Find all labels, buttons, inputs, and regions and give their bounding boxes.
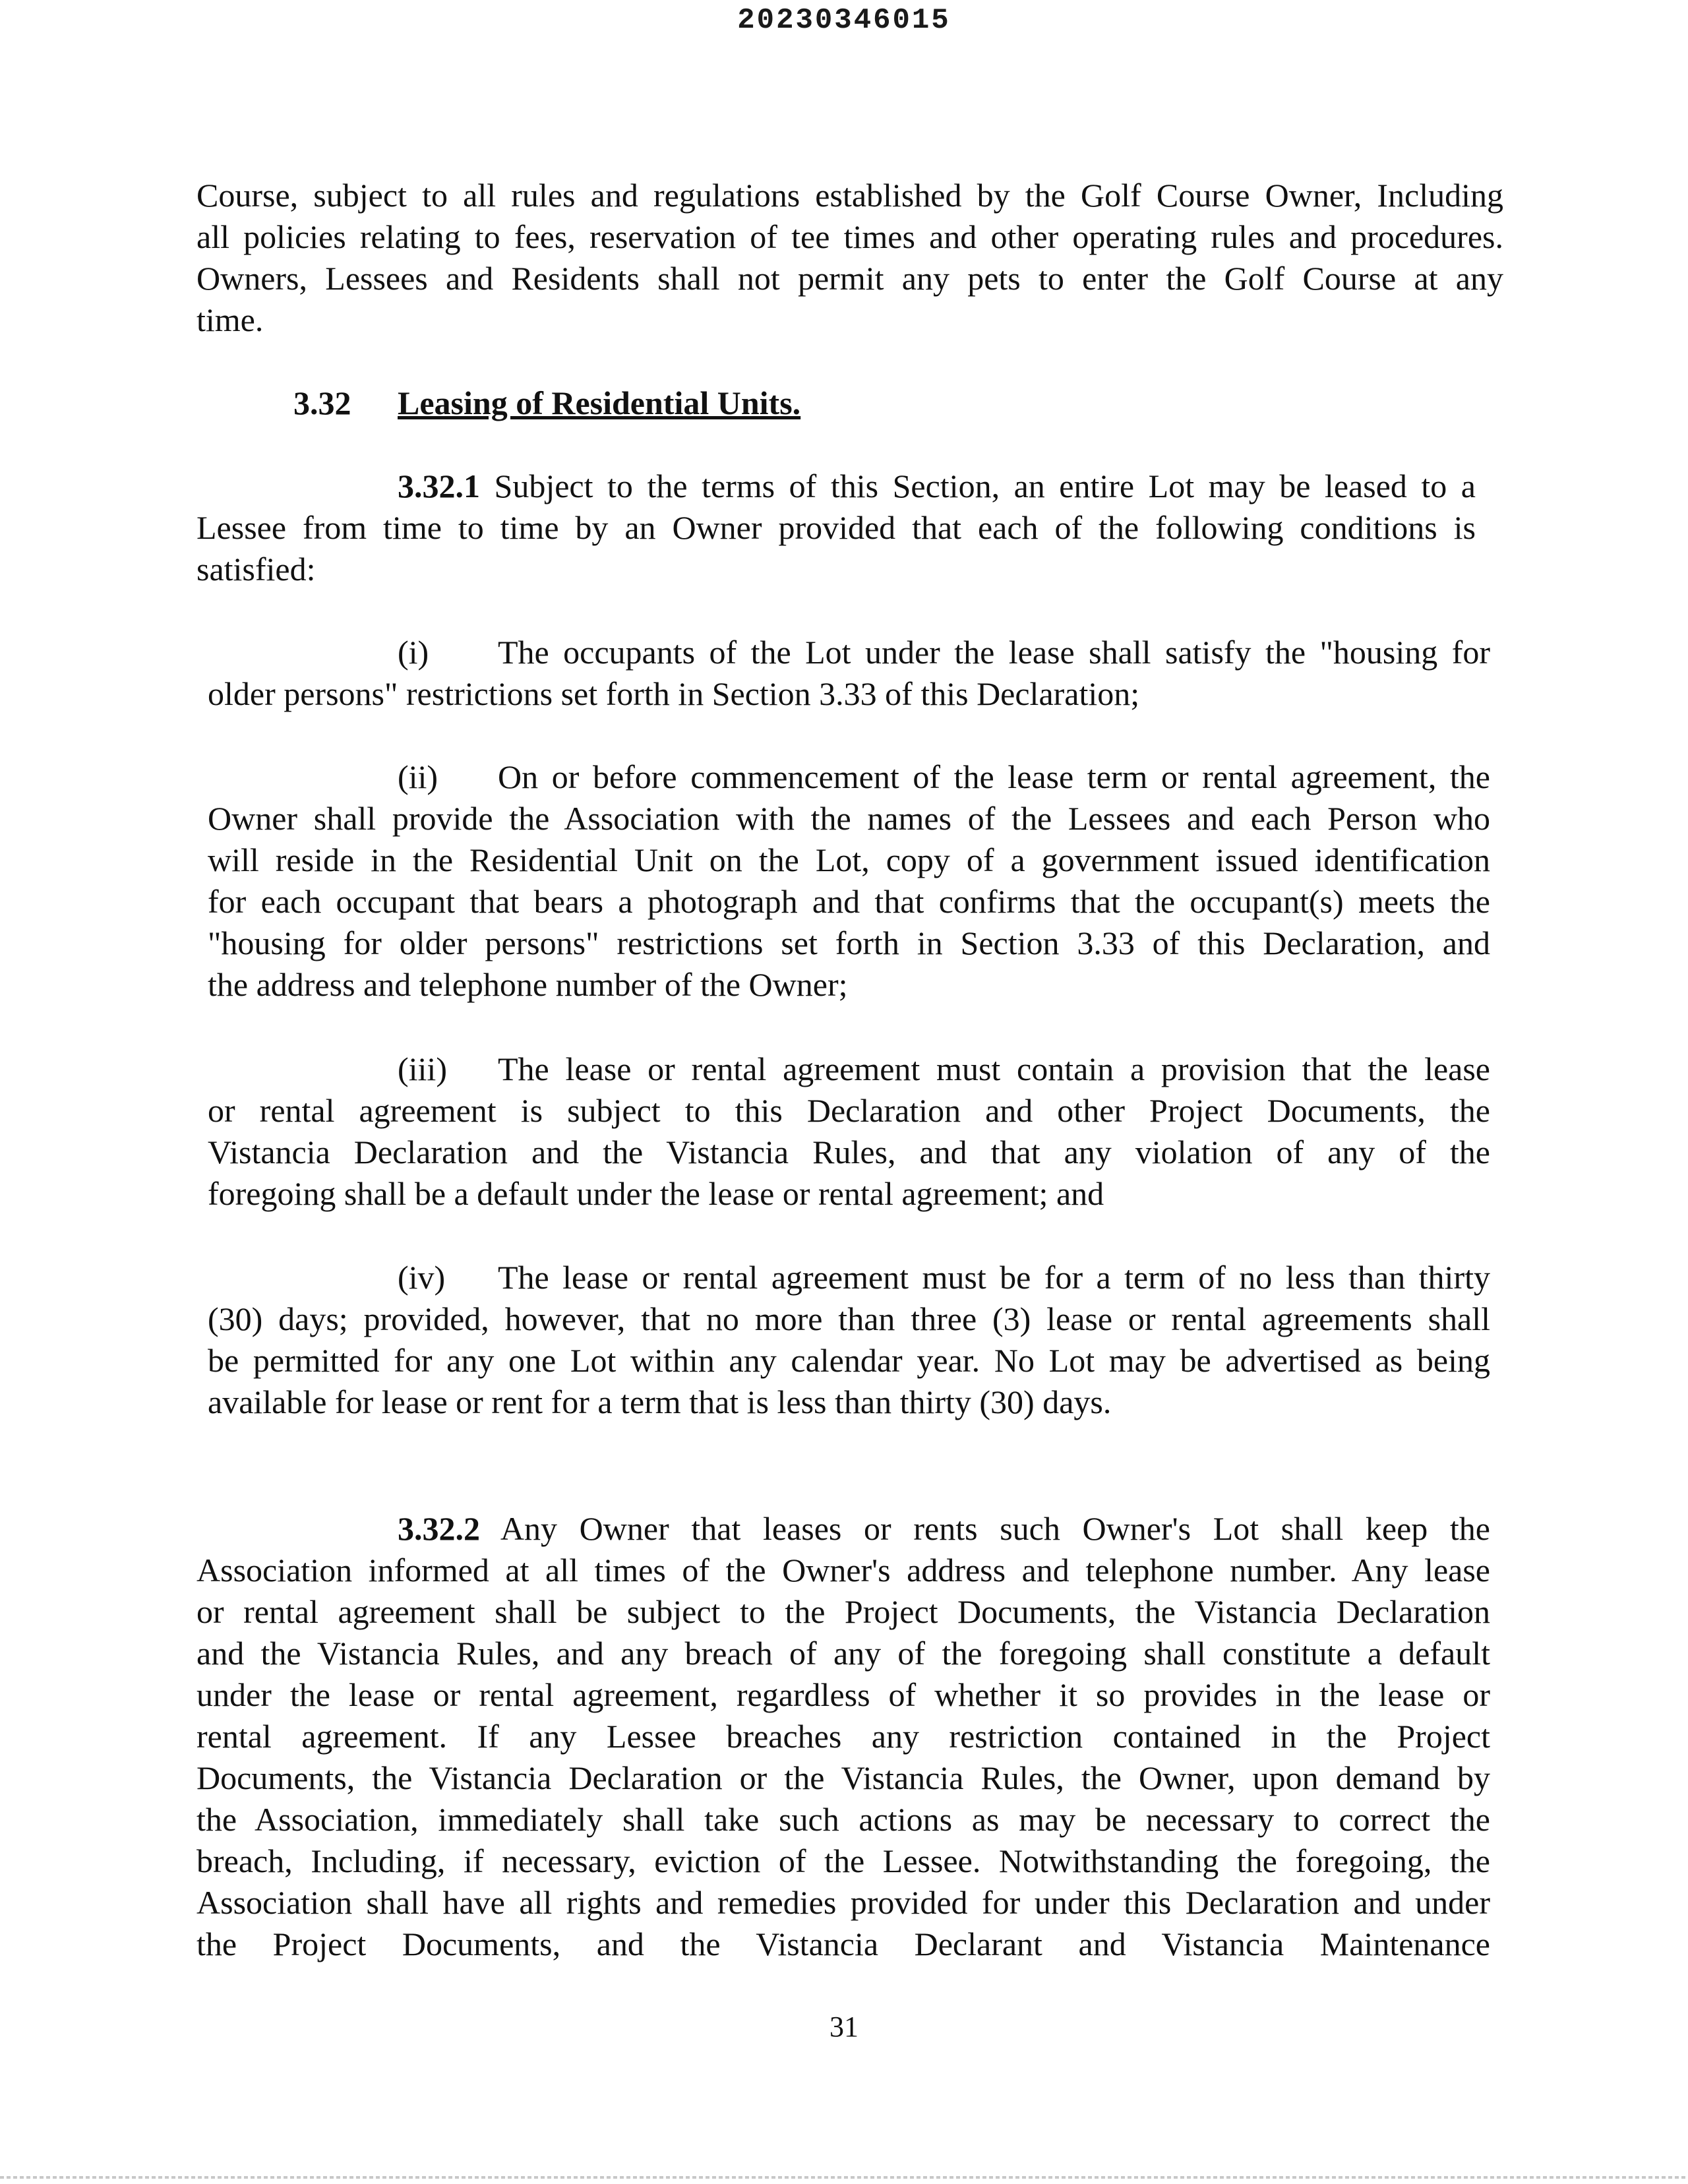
paragraph-line: Owner shall provide the Association with the names of the Lessees and each Person who bbox=[208, 800, 1490, 837]
item-marker: (i) bbox=[398, 634, 429, 671]
paragraph-line: foregoing shall be a default under the lease or rental agreement; and bbox=[208, 1175, 1104, 1212]
continuation-line: Owners, Lessees and Residents shall not permit any pets to enter the Golf Course at any bbox=[196, 260, 1503, 297]
section-heading-3-32 bbox=[293, 382, 800, 424]
item-marker: (iv) bbox=[398, 1259, 446, 1296]
item-i bbox=[208, 632, 1490, 715]
page-number: 31 bbox=[829, 2011, 859, 2043]
continuation-line: time. bbox=[196, 301, 264, 338]
paragraph-line: for each occupant that bears a photograph and that confirms that the occupant(s) meets the bbox=[208, 883, 1490, 920]
section-title: Leasing of Residential Units. bbox=[398, 384, 801, 421]
item-text: The lease or rental agreement must contain a provision that the lease bbox=[498, 1050, 1490, 1087]
paragraph-line: the Association, immediately shall take such actions as may be necessary to correct the bbox=[196, 1801, 1490, 1838]
continuation-line: all policies relating to fees, reservation of tee times and other operating rules and procedures. bbox=[196, 218, 1503, 255]
paragraph-line: Association informed at all times of the Owner's address and telephone number. Any lease bbox=[196, 1552, 1490, 1589]
subsection-text: Any Owner that leases or rents such Owner's Lot shall keep the bbox=[480, 1510, 1490, 1547]
document-number: 20230346015 bbox=[737, 4, 951, 37]
scan-edge-divider bbox=[0, 2176, 1688, 2179]
paragraph-line: or rental agreement is subject to this Declaration and other Project Documents, the bbox=[208, 1092, 1490, 1129]
paragraph-line: or rental agreement shall be subject to the Project Documents, the Vistancia Declaration bbox=[196, 1593, 1490, 1630]
item-marker: (iii) bbox=[398, 1050, 447, 1087]
subsection-number: 3.32.2 bbox=[398, 1510, 480, 1547]
paragraph-line bbox=[196, 1508, 1490, 1550]
item-ii bbox=[208, 756, 1490, 1006]
paragraph-line: be permitted for any one Lot within any calendar year. No Lot may be advertised as being bbox=[208, 1342, 1490, 1379]
item-text: The lease or rental agreement must be for a term of no less than thirty bbox=[498, 1259, 1490, 1296]
paragraph-line bbox=[208, 1257, 1490, 1298]
continuation-line: Course, subject to all rules and regulations established by the Golf Course Owner, Including bbox=[196, 177, 1503, 214]
subsection-3-32-1 bbox=[196, 466, 1476, 590]
item-iv bbox=[208, 1257, 1490, 1423]
paragraph-line bbox=[196, 466, 1476, 507]
paragraph-line: older persons" restrictions set forth in Section 3.33 of this Declaration; bbox=[208, 675, 1140, 712]
paragraph-line: Documents, the Vistancia Declaration or the Vistancia Rules, the Owner, upon demand by bbox=[196, 1759, 1490, 1796]
paragraph-line: rental agreement. If any Lessee breaches any restriction contained in the Project bbox=[196, 1718, 1490, 1755]
paragraph-line: Vistancia Declaration and the Vistancia Rules, and that any violation of any of the bbox=[208, 1134, 1490, 1170]
paragraph-line bbox=[208, 756, 1490, 798]
item-marker: (ii) bbox=[398, 758, 438, 795]
paragraph-line: satisfied: bbox=[196, 551, 316, 588]
paragraph-line: the address and telephone number of the Owner; bbox=[208, 966, 848, 1003]
subsection-3-32-2 bbox=[196, 1508, 1490, 1965]
section-number: 3.32 bbox=[293, 384, 351, 421]
paragraph-line: will reside in the Residential Unit on the Lot, copy of a government issued identification bbox=[208, 841, 1490, 878]
subsection-number: 3.32.1 bbox=[398, 468, 480, 504]
paragraph-line: Lessee from time to time by an Owner provided that each of the following conditions is bbox=[196, 509, 1476, 546]
item-text: The occupants of the Lot under the lease shall satisfy the "housing for bbox=[498, 634, 1490, 671]
paragraph-line: the Project Documents, and the Vistancia Declarant and Vistancia Maintenance bbox=[196, 1926, 1490, 1962]
item-text: On or before commencement of the lease term or rental agreement, the bbox=[498, 758, 1490, 795]
paragraph-line: under the lease or rental agreement, regardless of whether it so provides in the lease or bbox=[196, 1676, 1490, 1713]
paragraph-line: "housing for older persons" restrictions set forth in Section 3.33 of this Declaration, and bbox=[208, 925, 1490, 961]
paragraph-line bbox=[208, 1048, 1490, 1090]
paragraph-line: (30) days; provided, however, that no more than three (3) lease or rental agreements shall bbox=[208, 1300, 1490, 1337]
paragraph-line: and the Vistancia Rules, and any breach of any of the foregoing shall constitute a default bbox=[196, 1635, 1490, 1672]
paragraph-line: available for lease or rent for a term that is less than thirty (30) days. bbox=[208, 1383, 1112, 1420]
paragraph-line bbox=[208, 632, 1490, 673]
item-iii bbox=[208, 1048, 1490, 1215]
subsection-text: Subject to the terms of this Section, an entire Lot may be leased to a bbox=[480, 468, 1476, 504]
continuation-paragraph bbox=[196, 175, 1503, 341]
paragraph-line: breach, Including, if necessary, eviction of the Lessee. Notwithstanding the foregoing, the bbox=[196, 1842, 1490, 1879]
paragraph-line: Association shall have all rights and remedies provided for under this Declaration and under bbox=[196, 1884, 1490, 1921]
